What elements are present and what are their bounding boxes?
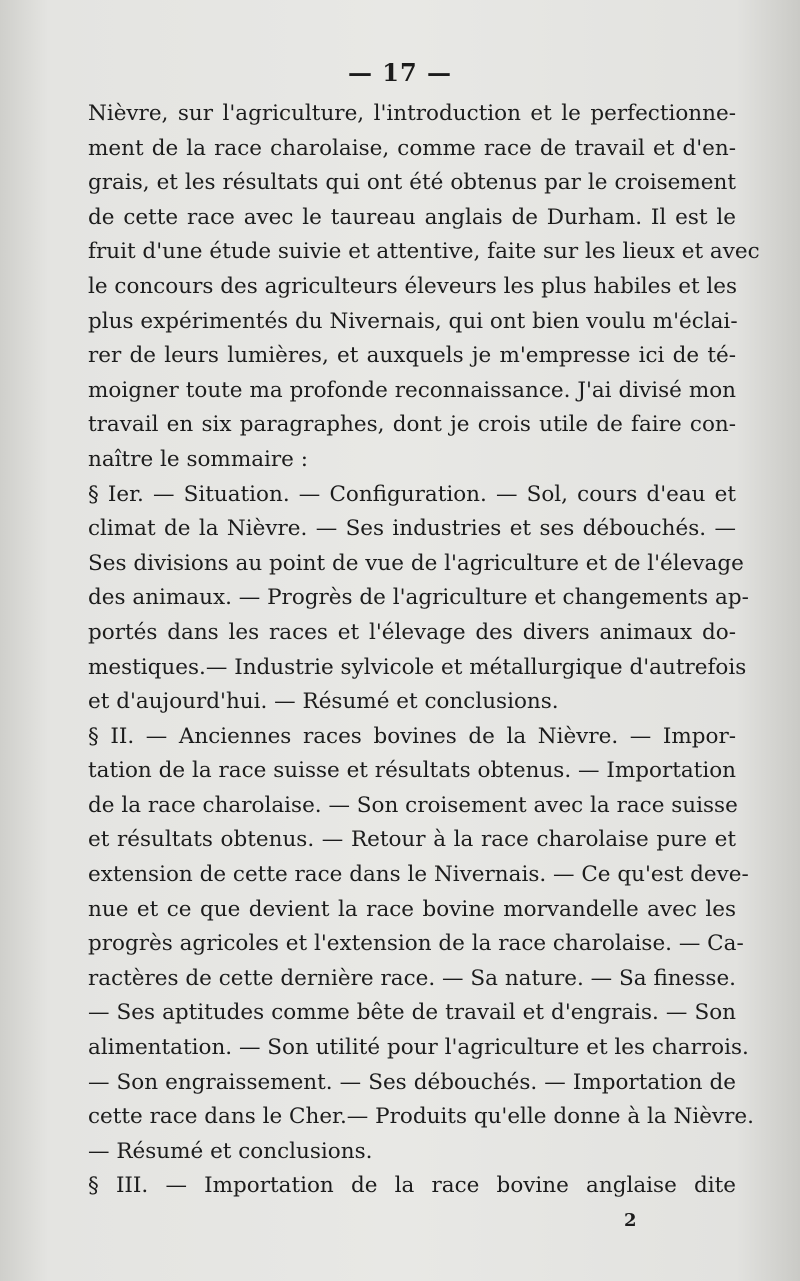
section-heading-1: § Ier. — Situation. — Configuration. — Sol, cours d'eau et	[88, 481, 736, 507]
section-heading-3: § III. — Importation de la race bovine anglaise dite	[88, 1173, 736, 1199]
body-text	[88, 97, 760, 1204]
text-line: rer de leurs lumières, et auxquels je m'empresse ici de té-	[88, 343, 736, 369]
text-line: — Résumé et conclusions.	[88, 1138, 373, 1164]
text-line: nue et ce que devient la race bovine morvandelle avec les	[88, 896, 736, 922]
text-line: — Ses aptitudes comme bête de travail et d'engrais. — Son	[88, 1000, 736, 1026]
text-line: — Son engraissement. — Ses débouchés. — Importation de	[88, 1069, 736, 1095]
text-line: portés dans les races et l'élevage des divers animaux do-	[88, 619, 736, 645]
text-line: alimentation. — Son utilité pour l'agriculture et les charrois.	[88, 1035, 749, 1061]
text-line: progrès agricoles et l'extension de la race charolaise. — Ca-	[88, 931, 744, 957]
text-line: grais, et les résultats qui ont été obtenus par le croisement	[88, 170, 736, 196]
text-line: travail en six paragraphes, dont je crois utile de faire con-	[88, 412, 736, 438]
text-line: moigner toute ma profonde reconnaissance. J'ai divisé mon	[88, 377, 736, 403]
text-line: Nièvre, sur l'agriculture, l'introduction et le perfectionne-	[88, 101, 736, 126]
signature-mark: 2	[624, 1210, 637, 1231]
text-line: cette race dans le Cher.— Produits qu'elle donne à la Nièvre.	[88, 1104, 754, 1130]
text-line: le concours des agriculteurs éleveurs les plus habiles et les	[88, 273, 738, 299]
text-line: de cette race avec le taureau anglais de Durham. Il est le	[88, 204, 736, 230]
text-line: extension de cette race dans le Nivernais. — Ce qu'est deve-	[88, 862, 749, 888]
text-line: de la race charolaise. — Son croisement avec la race suisse	[88, 792, 738, 818]
text-line: des animaux. — Progrès de l'agriculture et changements ap-	[88, 585, 749, 611]
text-line: ractères de cette dernière race. — Sa nature. — Sa finesse.	[88, 965, 736, 991]
text-line: fruit d'une étude suivie et attentive, faite sur les lieux et avec	[88, 239, 760, 265]
text-line: plus expérimentés du Nivernais, qui ont bien voulu m'éclai-	[88, 308, 738, 334]
page-number: — 17 —	[347, 58, 453, 87]
text-line: et d'aujourd'hui. — Résumé et conclusions.	[88, 689, 559, 715]
text-line: naître le sommaire :	[88, 446, 308, 472]
text-line: tation de la race suisse et résultats obtenus. — Importation	[88, 758, 736, 784]
section-heading-2: § II. — Anciennes races bovines de la Nièvre. — Impor-	[88, 723, 736, 749]
text-line: et résultats obtenus. — Retour à la race charolaise pure et	[88, 827, 736, 853]
text-line: climat de la Nièvre. — Ses industries et ses débouchés. —	[88, 516, 736, 542]
text-line: mestiques.— Industrie sylvicole et métallurgique d'autrefois	[88, 654, 747, 680]
text-line: Ses divisions au point de vue de l'agriculture et de l'élevage	[88, 550, 744, 576]
text-line: ment de la race charolaise, comme race de travail et d'en-	[88, 135, 736, 161]
